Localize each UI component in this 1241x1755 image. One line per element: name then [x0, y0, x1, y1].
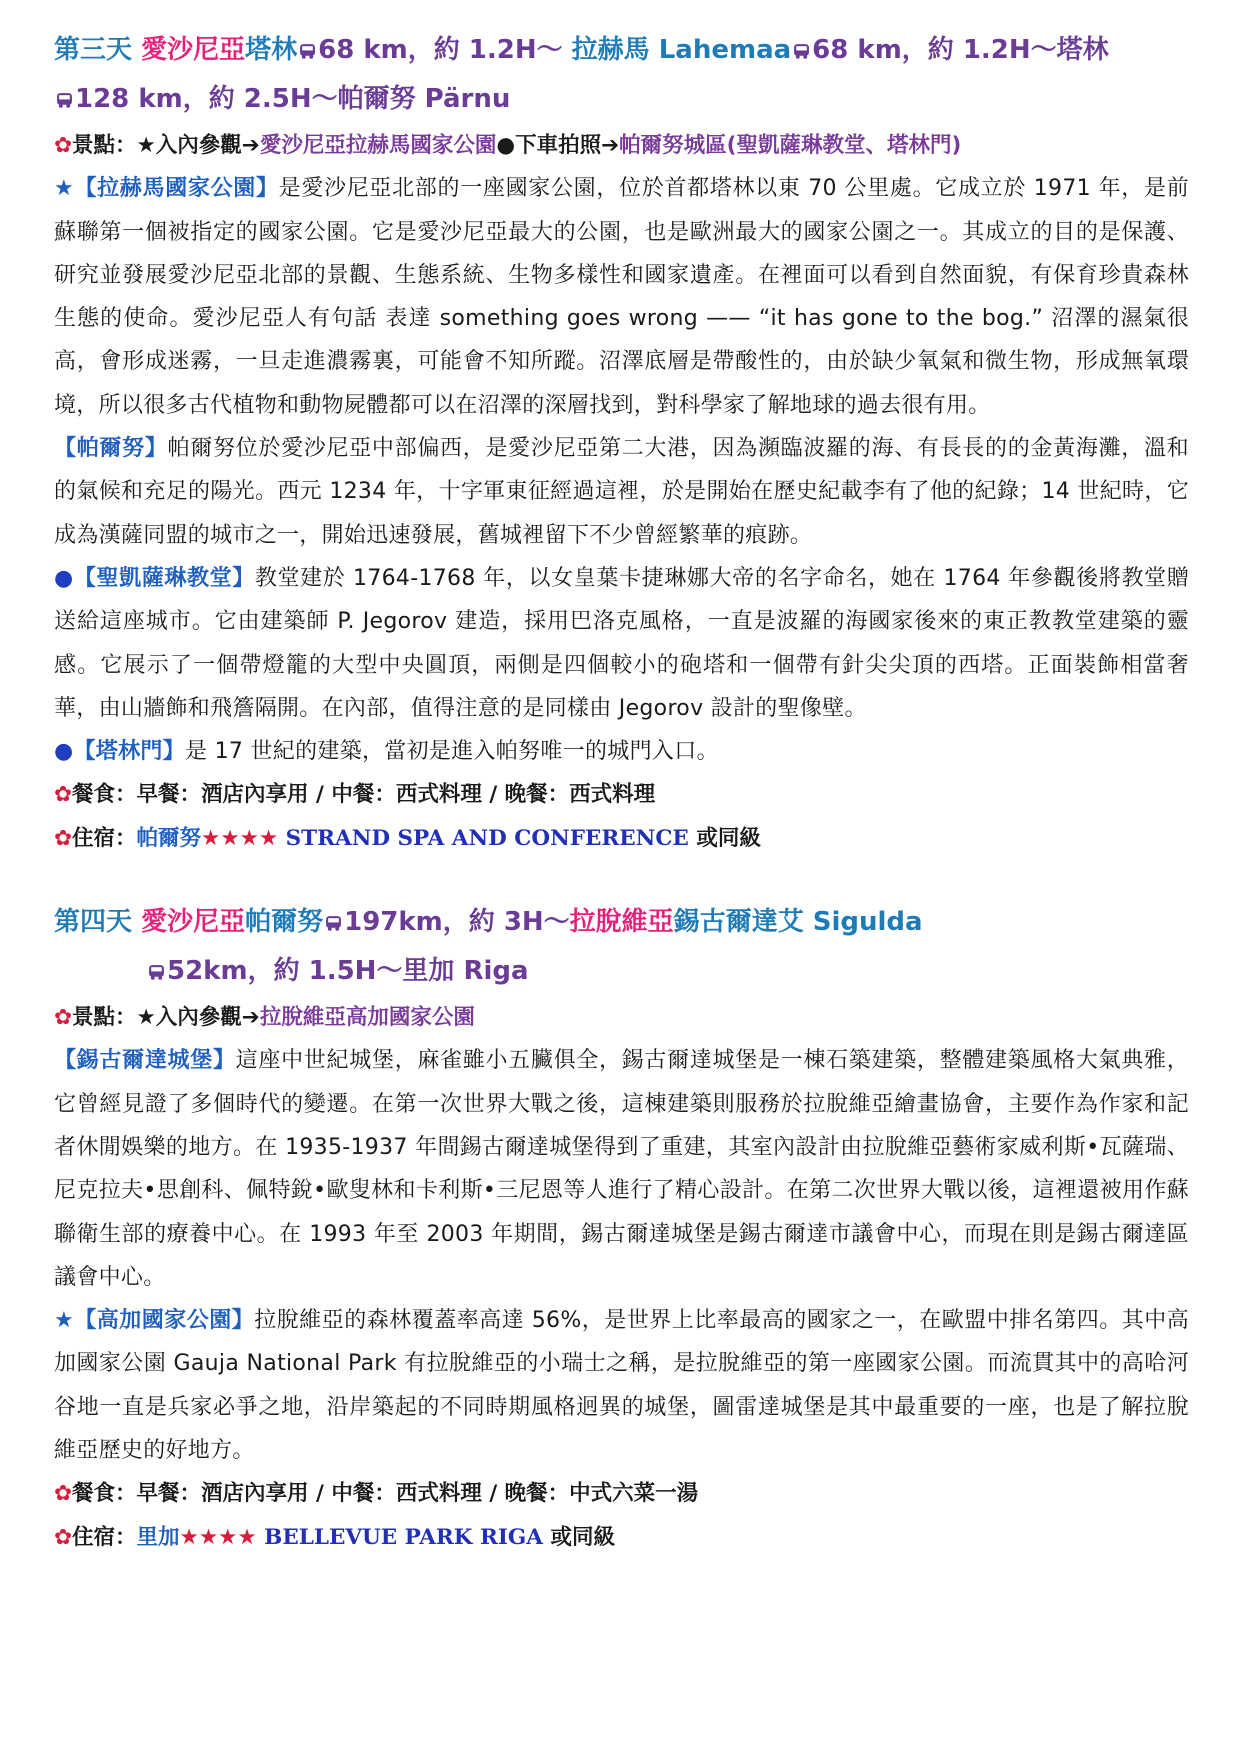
- day3-label: 第三天: [54, 35, 133, 65]
- sights-label: 景點：: [72, 1005, 137, 1031]
- day3-seg3: 128 km，約 2.5H～帕爾努 Pärnu: [75, 84, 511, 114]
- sight-lahemaa: 愛沙尼亞拉赫馬國家公園: [259, 133, 497, 158]
- desc-title: 【錫古爾達城堡】: [54, 1048, 236, 1074]
- day3-heading-line2: [54, 75, 1189, 124]
- day3-hotel: [54, 817, 1189, 860]
- desc-title: 【拉赫馬國家公園】: [74, 176, 279, 202]
- sights-prefix: ★入內參觀➔: [136, 1005, 260, 1031]
- desc-title: 【帕爾努】: [54, 436, 168, 462]
- hotel-label: 住宿：: [72, 825, 137, 851]
- desc-text: 教堂建於 1764-1768 年，以女皇葉卡捷琳娜大帝的名字命名，她在 1764 年參觀後將教堂贈送給這座城市。它由建築師 P. Jegorov 建造，採用巴洛克風格，一直是波羅的海國家後來的東正教教堂建築的靈感。它展示了一個帶燈籠的大型中央圓頂，兩側是四個較小的砲塔和一個帶有針尖尖頂的西塔。正面裝飾相當奢華，由山牆飾和飛簷隔開。在內部，值得注意的是同樣由 Jegorov 設計的聖像壁。: [54, 565, 1189, 721]
- day4-sights: [54, 996, 1189, 1039]
- day3-section: [54, 26, 1189, 860]
- sights-prefix: ★入內參觀➔: [136, 133, 260, 158]
- desc-lahemaa: [54, 167, 1189, 427]
- flower-icon: ✿: [54, 782, 73, 808]
- hotel-stars: ★★★★: [201, 825, 279, 851]
- day4-seg1: 197km，約 3H～: [344, 907, 570, 938]
- bullet-icon: ●: [54, 565, 74, 591]
- hotel-city: 里加: [136, 1524, 180, 1550]
- day4-hotel: [54, 1516, 1189, 1559]
- bus-icon: [299, 44, 316, 59]
- hotel-suffix: 或同級: [696, 825, 761, 851]
- flower-icon: ✿: [54, 1005, 73, 1031]
- section-gap: [54, 860, 1189, 898]
- flower-icon: ✿: [54, 1524, 73, 1550]
- day4-dest1: 錫古爾達艾 Sigulda: [673, 907, 923, 938]
- desc-st-catherine: [54, 557, 1189, 730]
- desc-text: 拉脫維亞的森林覆蓋率高達 56%，是世界上比率最高的國家之一，在歐盟中排名第四。其中高加國家公園 Gauja National Park 有拉脫維亞的小瑞士之稱，是拉脫維亞的第一座國家公園。而流貫其中的高哈河谷地一直是兵家必爭之地，沿岸築起的不同時期風格迥異的城堡，圖雷達城堡是其中最重要的一座，也是了解拉脫維亞歷史的好地方。: [54, 1308, 1190, 1464]
- day3-city-start: 塔林: [245, 35, 298, 65]
- desc-sigulda-castle: [54, 1039, 1189, 1299]
- day4-section: [54, 898, 1189, 1559]
- hotel-city: 帕爾努: [136, 825, 202, 851]
- bus-icon: [793, 44, 810, 59]
- meals-label: 餐食：: [72, 782, 137, 808]
- desc-tallinn-gate: [54, 730, 1189, 773]
- meals-text: 早餐：酒店內享用 / 中餐：西式料理 / 晚餐：中式六菜一湯: [136, 1481, 699, 1507]
- day3-meals: [54, 773, 1189, 816]
- day3-heading: [54, 26, 1189, 75]
- day3-seg2: 68 km，約 1.2H～塔林: [812, 35, 1109, 65]
- flower-icon: ✿: [54, 133, 73, 158]
- bus-icon: [148, 965, 165, 980]
- desc-title: 【塔林門】: [73, 739, 186, 765]
- hotel-name: STRAND SPA AND CONFERENCE: [285, 825, 689, 851]
- day3-seg1: 68 km，約 1.2H～: [318, 35, 563, 65]
- day4-meals: [54, 1472, 1189, 1515]
- day4-country: 愛沙尼亞: [141, 907, 246, 938]
- day3-dest1: 拉赫馬 Lahemaa: [571, 35, 792, 65]
- hotel-name: BELLEVUE PARK RIGA: [264, 1524, 543, 1550]
- desc-text: 這座中世紀城堡，麻雀雖小五臟俱全，錫古爾達城堡是一棟石築建築，整體建築風格大氣典雅，它曾經見證了多個時代的變遷。在第一次世界大戰之後，這棟建築則服務於拉脫維亞繪畫協會，主要作為作家和記者休閒娛樂的地方。在 1935-1937 年間錫古爾達城堡得到了重建，其室內設計由拉脫維亞藝術家威利斯•瓦薩瑞、尼克拉夫•思創科、佩特銳•歐叟林和卡利斯•三尼恩等人進行了精心設計。在第二次世界大戰以後，這裡還被用作蘇聯衛生部的療養中心。在 1993 年至 2003 年期間，錫古爾達城堡是錫古爾達市議會中心，而現在則是錫古爾達區議會中心。: [54, 1048, 1189, 1290]
- hotel-suffix: 或同級: [550, 1524, 615, 1550]
- desc-gauja: [54, 1299, 1189, 1472]
- bus-icon: [56, 93, 73, 108]
- sights-label: 景點：: [72, 133, 137, 158]
- day3-sights: [54, 124, 1189, 167]
- day4-country2: 拉脫維亞: [569, 907, 674, 938]
- day4-label: 第四天: [54, 907, 133, 938]
- desc-text: 是愛沙尼亞北部的一座國家公園，位於首都塔林以東 70 公里處。它成立於 1971 年，是前蘇聯第一個被指定的國家公園。它是愛沙尼亞最大的公園，也是歐洲最大的國家公園之一。其成立的目的是保護、研究並發展愛沙尼亞北部的景觀、生態系統、生物多樣性和國家遺產。在裡面可以看到自然面貌，有保育珍貴森林生態的使命。愛沙尼亞人有句話 表達 something goes wrong —— “it has gone to the bog.” 沼澤的濕氣很高，會形成迷霧，一旦走進濃霧裏，可能會不知所蹤。沼澤底層是帶酸性的，由於缺少氧氣和微生物，形成無氧環境，所以很多古代植物和動物屍體都可以在沼澤的深層找到，對科學家了解地球的過去很有用。: [54, 176, 1189, 418]
- star-icon: ★: [54, 1308, 75, 1334]
- flower-icon: ✿: [54, 825, 73, 851]
- meals-label: 餐食：: [72, 1481, 137, 1507]
- hotel-label: 住宿：: [72, 1524, 137, 1550]
- bullet-icon: ●: [54, 739, 74, 765]
- flower-icon: ✿: [54, 1481, 73, 1507]
- day3-country: 愛沙尼亞: [141, 35, 246, 65]
- day4-heading: [54, 898, 1189, 947]
- desc-title: 【聖凱薩琳教堂】: [73, 565, 255, 591]
- meals-text: 早餐：酒店內享用 / 中餐：西式料理 / 晚餐：西式料理: [136, 782, 656, 808]
- desc-parnu: [54, 427, 1189, 557]
- desc-text: 是 17 世紀的建築，當初是進入帕努唯一的城門入口。: [185, 739, 719, 765]
- desc-text: 帕爾努位於愛沙尼亞中部偏西，是愛沙尼亞第二大港，因為瀕臨波羅的海、有長長的的金黃海灘，溫和的氣候和充足的陽光。西元 1234 年，十字軍東征經過這裡，於是開始在歷史紀載李有了他的紀錄；14 世紀時，它成為漢薩同盟的城市之一，開始迅速發展，舊城裡留下不少曾經繁華的痕跡。: [54, 436, 1189, 548]
- sight-parnu: 帕爾努城區(聖凱薩琳教堂、塔林門): [619, 133, 962, 158]
- day4-heading-line2: [54, 947, 1189, 996]
- desc-title: 【高加國家公園】: [74, 1308, 255, 1334]
- bus-icon: [325, 916, 342, 931]
- hotel-stars: ★★★★: [179, 1524, 257, 1550]
- sight-gauja: 拉脫維亞高加國家公園: [259, 1005, 475, 1031]
- day4-seg2: 52km，約 1.5H～里加 Riga: [167, 956, 529, 987]
- sights-mid: ●下車拍照➔: [496, 133, 620, 158]
- star-icon: ★: [54, 176, 75, 202]
- day4-city-start: 帕爾努: [245, 907, 324, 938]
